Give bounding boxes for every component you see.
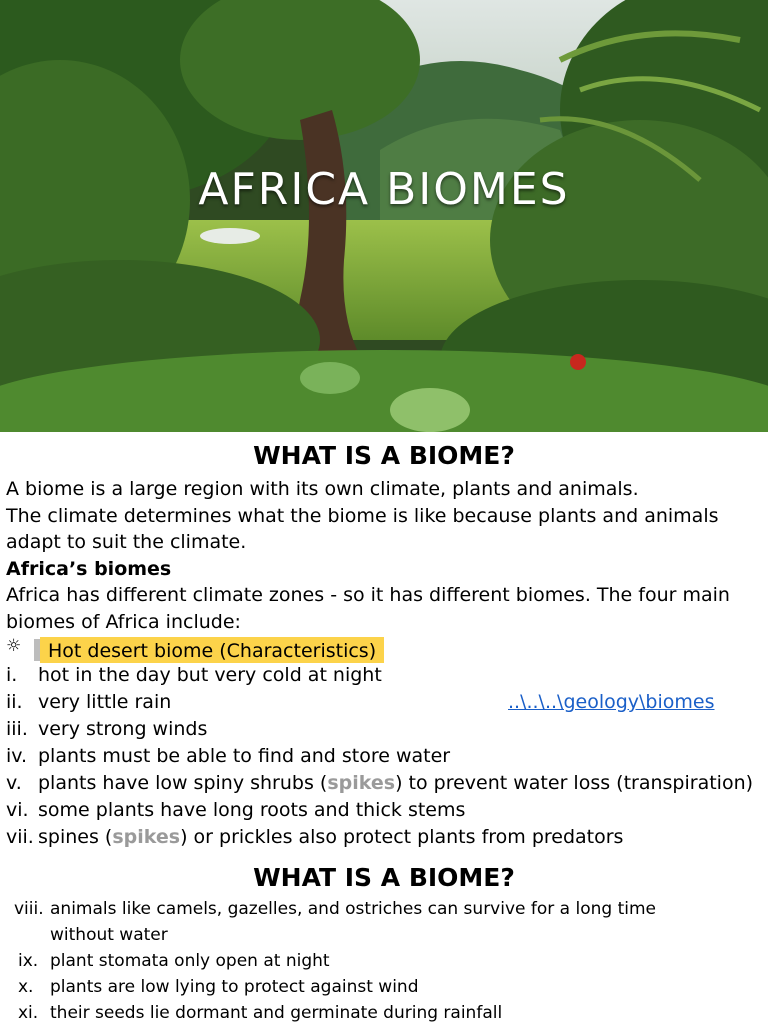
list-number: vi. (6, 799, 29, 821)
sun-bullet-icon: ☼ (6, 636, 22, 656)
list-item (0, 662, 768, 689)
list-number: iv. (6, 745, 28, 767)
list-text: ) to prevent water loss (transpiration) (395, 772, 754, 794)
list-number: xi. (18, 1003, 39, 1023)
slide-heading: WHAT IS A BIOME? (253, 441, 515, 470)
list-text: plant stomata only open at night (50, 951, 330, 971)
paragraph-definition: A biome is a large region with its own climate, plants and animals. (6, 478, 639, 500)
list-text: ) or prickles also protect plants from predators (180, 826, 624, 848)
list-number: ix. (18, 951, 39, 971)
list-number: iii. (6, 718, 28, 740)
slide-what-is-a-biome-continued (0, 862, 768, 1026)
subheading-africas-biomes: Africa’s biomes (6, 557, 172, 580)
list-text: animals like camels, gazelles, and ostriches can survive for a long time without water (50, 899, 656, 945)
list-item (0, 948, 768, 974)
desert-characteristics-list-continued (0, 896, 768, 1026)
list-text: spines ( (38, 826, 113, 848)
list-number: ii. (6, 691, 23, 713)
list-text: plants have low spiny shrubs ( (38, 772, 328, 794)
list-text: very strong winds (38, 718, 208, 740)
list-text: very little rain (38, 691, 172, 713)
list-text: plants are low lying to protect against wind (50, 977, 419, 997)
paragraph-climate-zones: Africa has different climate zones - so it has different biomes. The four main biomes of Africa include: (6, 584, 730, 633)
list-item (0, 824, 768, 851)
emphasis-spikes: spikes (327, 772, 396, 794)
list-item (0, 716, 768, 743)
title-slide (0, 0, 768, 432)
list-number: viii. (14, 899, 44, 919)
list-text: plants must be able to find and store water (38, 745, 451, 767)
list-item (0, 797, 768, 824)
slide-heading: WHAT IS A BIOME? (253, 863, 515, 892)
slide-what-is-a-biome (0, 432, 768, 862)
list-number: v. (6, 772, 22, 794)
list-item (0, 743, 768, 770)
list-text: some plants have long roots and thick stems (38, 799, 466, 821)
list-item (0, 689, 768, 716)
list-number: i. (6, 664, 18, 686)
list-item (0, 896, 768, 948)
jungle-background-image (0, 0, 768, 432)
paragraph-climate: The climate determines what the biome is like because plants and animals adapt to suit the climate. (6, 504, 719, 553)
list-item (0, 770, 768, 797)
desert-characteristics-list (0, 662, 768, 851)
list-number: vii. (6, 826, 34, 848)
list-item (0, 974, 768, 1000)
presentation-title: AFRICA BIOMES (198, 164, 570, 215)
geology-biomes-link[interactable]: ..\..\..\geology\biomes (508, 691, 715, 713)
emphasis-spikes: spikes (112, 826, 181, 848)
list-text: their seeds lie dormant and germinate during rainfall (50, 1003, 503, 1023)
bullet-hot-desert (0, 635, 768, 662)
list-item (0, 1000, 768, 1026)
list-text: hot in the day but very cold at night (38, 664, 382, 686)
hot-desert-biome-highlight: Hot desert biome (Characteristics) (40, 637, 384, 663)
list-number: x. (18, 977, 34, 997)
